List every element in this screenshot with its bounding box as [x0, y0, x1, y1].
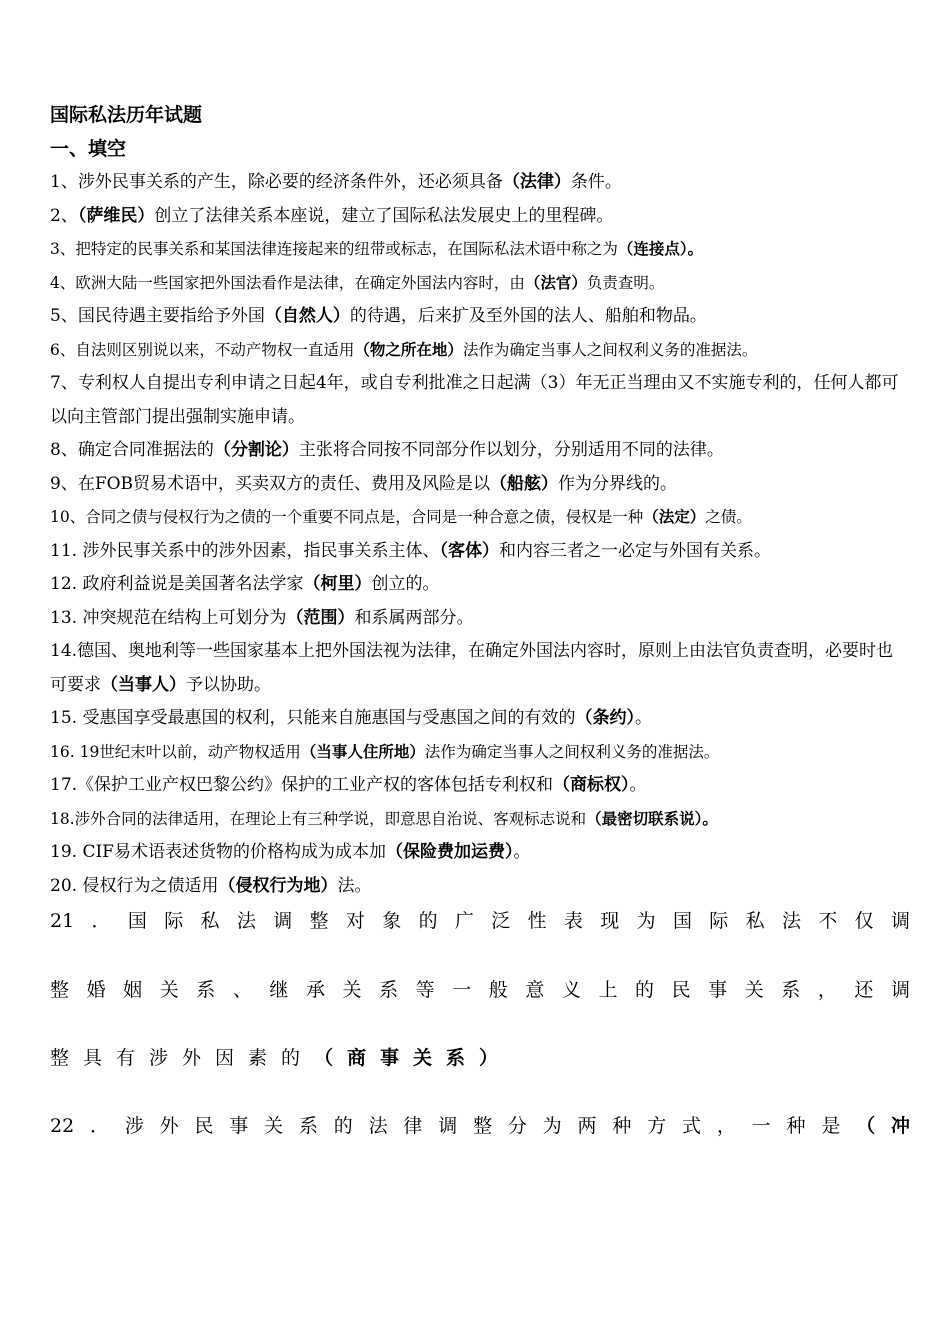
item-text: 15. 受惠国享受最惠国的权利，只能来自施惠国与受惠国之间的有效的: [50, 708, 576, 728]
list-item: [50, 334, 910, 368]
item-text: 主张将合同按不同部分作以划分，分别适用不同的法律。: [298, 440, 724, 460]
list-item: [50, 200, 910, 234]
fill-in-list: [50, 166, 910, 1144]
item-text: 负责查明。: [586, 273, 665, 292]
item-22-line-1: [50, 1108, 910, 1144]
item-text: 17.《保护工业产权巴黎公约》保护的工业产权的客体包括专利权和: [50, 775, 554, 795]
list-item: [50, 166, 910, 200]
list-item: [50, 434, 910, 468]
list-item: [50, 803, 910, 837]
item-text: 5、国民待遇主要指给予外国: [50, 306, 265, 326]
item-text: 10、合同之债与侵权行为之债的一个重要不同点是，合同是一种合意之债，侵权是一种: [50, 508, 644, 526]
item-text: 1、涉外民事关系的产生，除必要的经济条件外，还必须具备: [50, 172, 503, 192]
item-text: 作为分界线的。: [558, 473, 678, 494]
item-text: 13. 冲突规范在结构上可划分为: [50, 607, 287, 628]
item-text: 8、确定合同准据法的: [50, 440, 214, 460]
item-21-line-1: 21．国际私法调整对象的广泛性表现为国际私法不仅调: [50, 910, 910, 932]
item-text: 3、把特定的民事关系和某国法律连接起来的纽带或标志，在国际私法术语中称之为: [50, 240, 618, 258]
item-text: 20. 侵权行为之债适用: [50, 875, 219, 896]
item-answer: （最密切联系说）。: [586, 809, 718, 828]
section-heading: 一、填空: [50, 138, 127, 160]
item-answer: （分割论）: [213, 440, 299, 460]
item-text: 7、专利权人自提出专利申请之日起4年，或自专利批准之日起满（3）年无正当理由又不实施专利的，任何人都可以向主管部门提出强制实施申请。: [50, 373, 899, 427]
list-item: [50, 535, 910, 569]
item-text: 之债。: [705, 508, 752, 526]
item-text: 12. 政府利益说是美国著名法学家: [50, 574, 304, 594]
list-item: [50, 836, 910, 870]
item-answer: （自然人）: [264, 306, 350, 326]
item-text: 和内容三者之一必定与外国有关系。: [498, 540, 771, 561]
item-answer: （条约）: [575, 708, 635, 728]
list-item: [50, 233, 910, 267]
list-item: [50, 468, 910, 502]
item-text: 4、欧洲大陆一些国家把外国法看作是法律，在确定外国法内容时，由: [50, 273, 525, 292]
item-text: 条件。: [570, 172, 622, 192]
item-text: 的待遇，后来扩及至外国的法人、船舶和物品。: [349, 306, 707, 326]
item-text: 11. 涉外民事关系中的涉外因素，指民事关系主体、: [50, 540, 440, 561]
item-text: 整具有涉外因素的: [50, 1047, 315, 1069]
item-text: 。: [634, 708, 652, 728]
item-text: 9、在FOB贸易术语中，买卖双方的责任、费用及风险是以: [50, 473, 491, 494]
list-item: [50, 635, 910, 702]
item-text: 。: [629, 775, 647, 795]
item-answer: （萨维民）: [77, 205, 155, 226]
list-item: [50, 736, 910, 770]
item-text: 和系属两部分。: [354, 607, 474, 628]
item-text: 。: [513, 842, 531, 862]
list-item: [50, 870, 910, 904]
item-answer: （当事人住所地）: [300, 742, 425, 761]
item-text: 创立的。: [371, 574, 440, 594]
item-answer: （侵权行为地）: [218, 875, 338, 896]
item-answer: （物之所在地）: [354, 340, 463, 359]
item-answer: （法官）: [524, 273, 587, 292]
item-text: 6、自法则区别说以来，不动产物权一直适用: [50, 340, 355, 359]
list-item: [50, 267, 910, 301]
item-text: 2、: [50, 205, 78, 226]
item-answer: （法定）: [643, 508, 706, 526]
item-text: 19. CIF易术语表述货物的价格构成为成本加: [50, 842, 386, 862]
list-item: [50, 300, 910, 334]
item-text: 法。: [337, 875, 372, 896]
list-item: [50, 769, 910, 803]
item-answer: （客体）: [439, 540, 499, 561]
item-answer: （当事人）: [101, 674, 186, 695]
item-answer: （商标权）: [553, 775, 630, 795]
item-text: 予以协助。: [186, 674, 271, 695]
list-item: [50, 602, 910, 636]
list-item: [50, 568, 910, 602]
document-page: [50, 98, 910, 1144]
item-answer: （商事关系）: [314, 1047, 513, 1069]
item-answer: （柯里）: [303, 574, 372, 594]
item-answer: （范围）: [286, 607, 355, 628]
list-item: [50, 702, 910, 736]
item-text: 22．涉外民事关系的法律调整分为两种方式，一种是: [50, 1115, 857, 1137]
item-21-line-3: [50, 1040, 910, 1076]
item-text: 14.德国、奥地利等一些国家基本上把外国法视为法律，在确定外国法内容时，原则上由法官负责查明，必要时也可要求: [50, 641, 894, 695]
item-text: 18.涉外合同的法律适用，在理论上有三种学说，即意思自治说、客观标志说和: [50, 809, 587, 828]
item-text: 法作为确定当事人之间权利义务的准据法。: [424, 742, 720, 761]
item-answer: （法律）: [502, 172, 571, 192]
item-answer: （冲: [856, 1115, 910, 1137]
item-text: 法作为确定当事人之间权利义务的准据法。: [462, 340, 758, 359]
list-item: [50, 367, 910, 434]
item-answer: （连接点）。: [617, 240, 704, 258]
item-answer: （保险费加运费）: [385, 842, 514, 862]
item-answer: （船舷）: [490, 473, 559, 494]
list-item: [50, 501, 910, 535]
item-text: 16. 19世纪末叶以前，动产物权适用: [50, 742, 301, 761]
item-21-line-2: 整婚姻关系、继承关系等一般意义上的民事关系，还调: [50, 979, 910, 1001]
item-text: 创立了法律关系本座说，建立了国际私法发展史上的里程碑。: [154, 205, 614, 226]
document-title: 国际私法历年试题: [50, 104, 203, 126]
